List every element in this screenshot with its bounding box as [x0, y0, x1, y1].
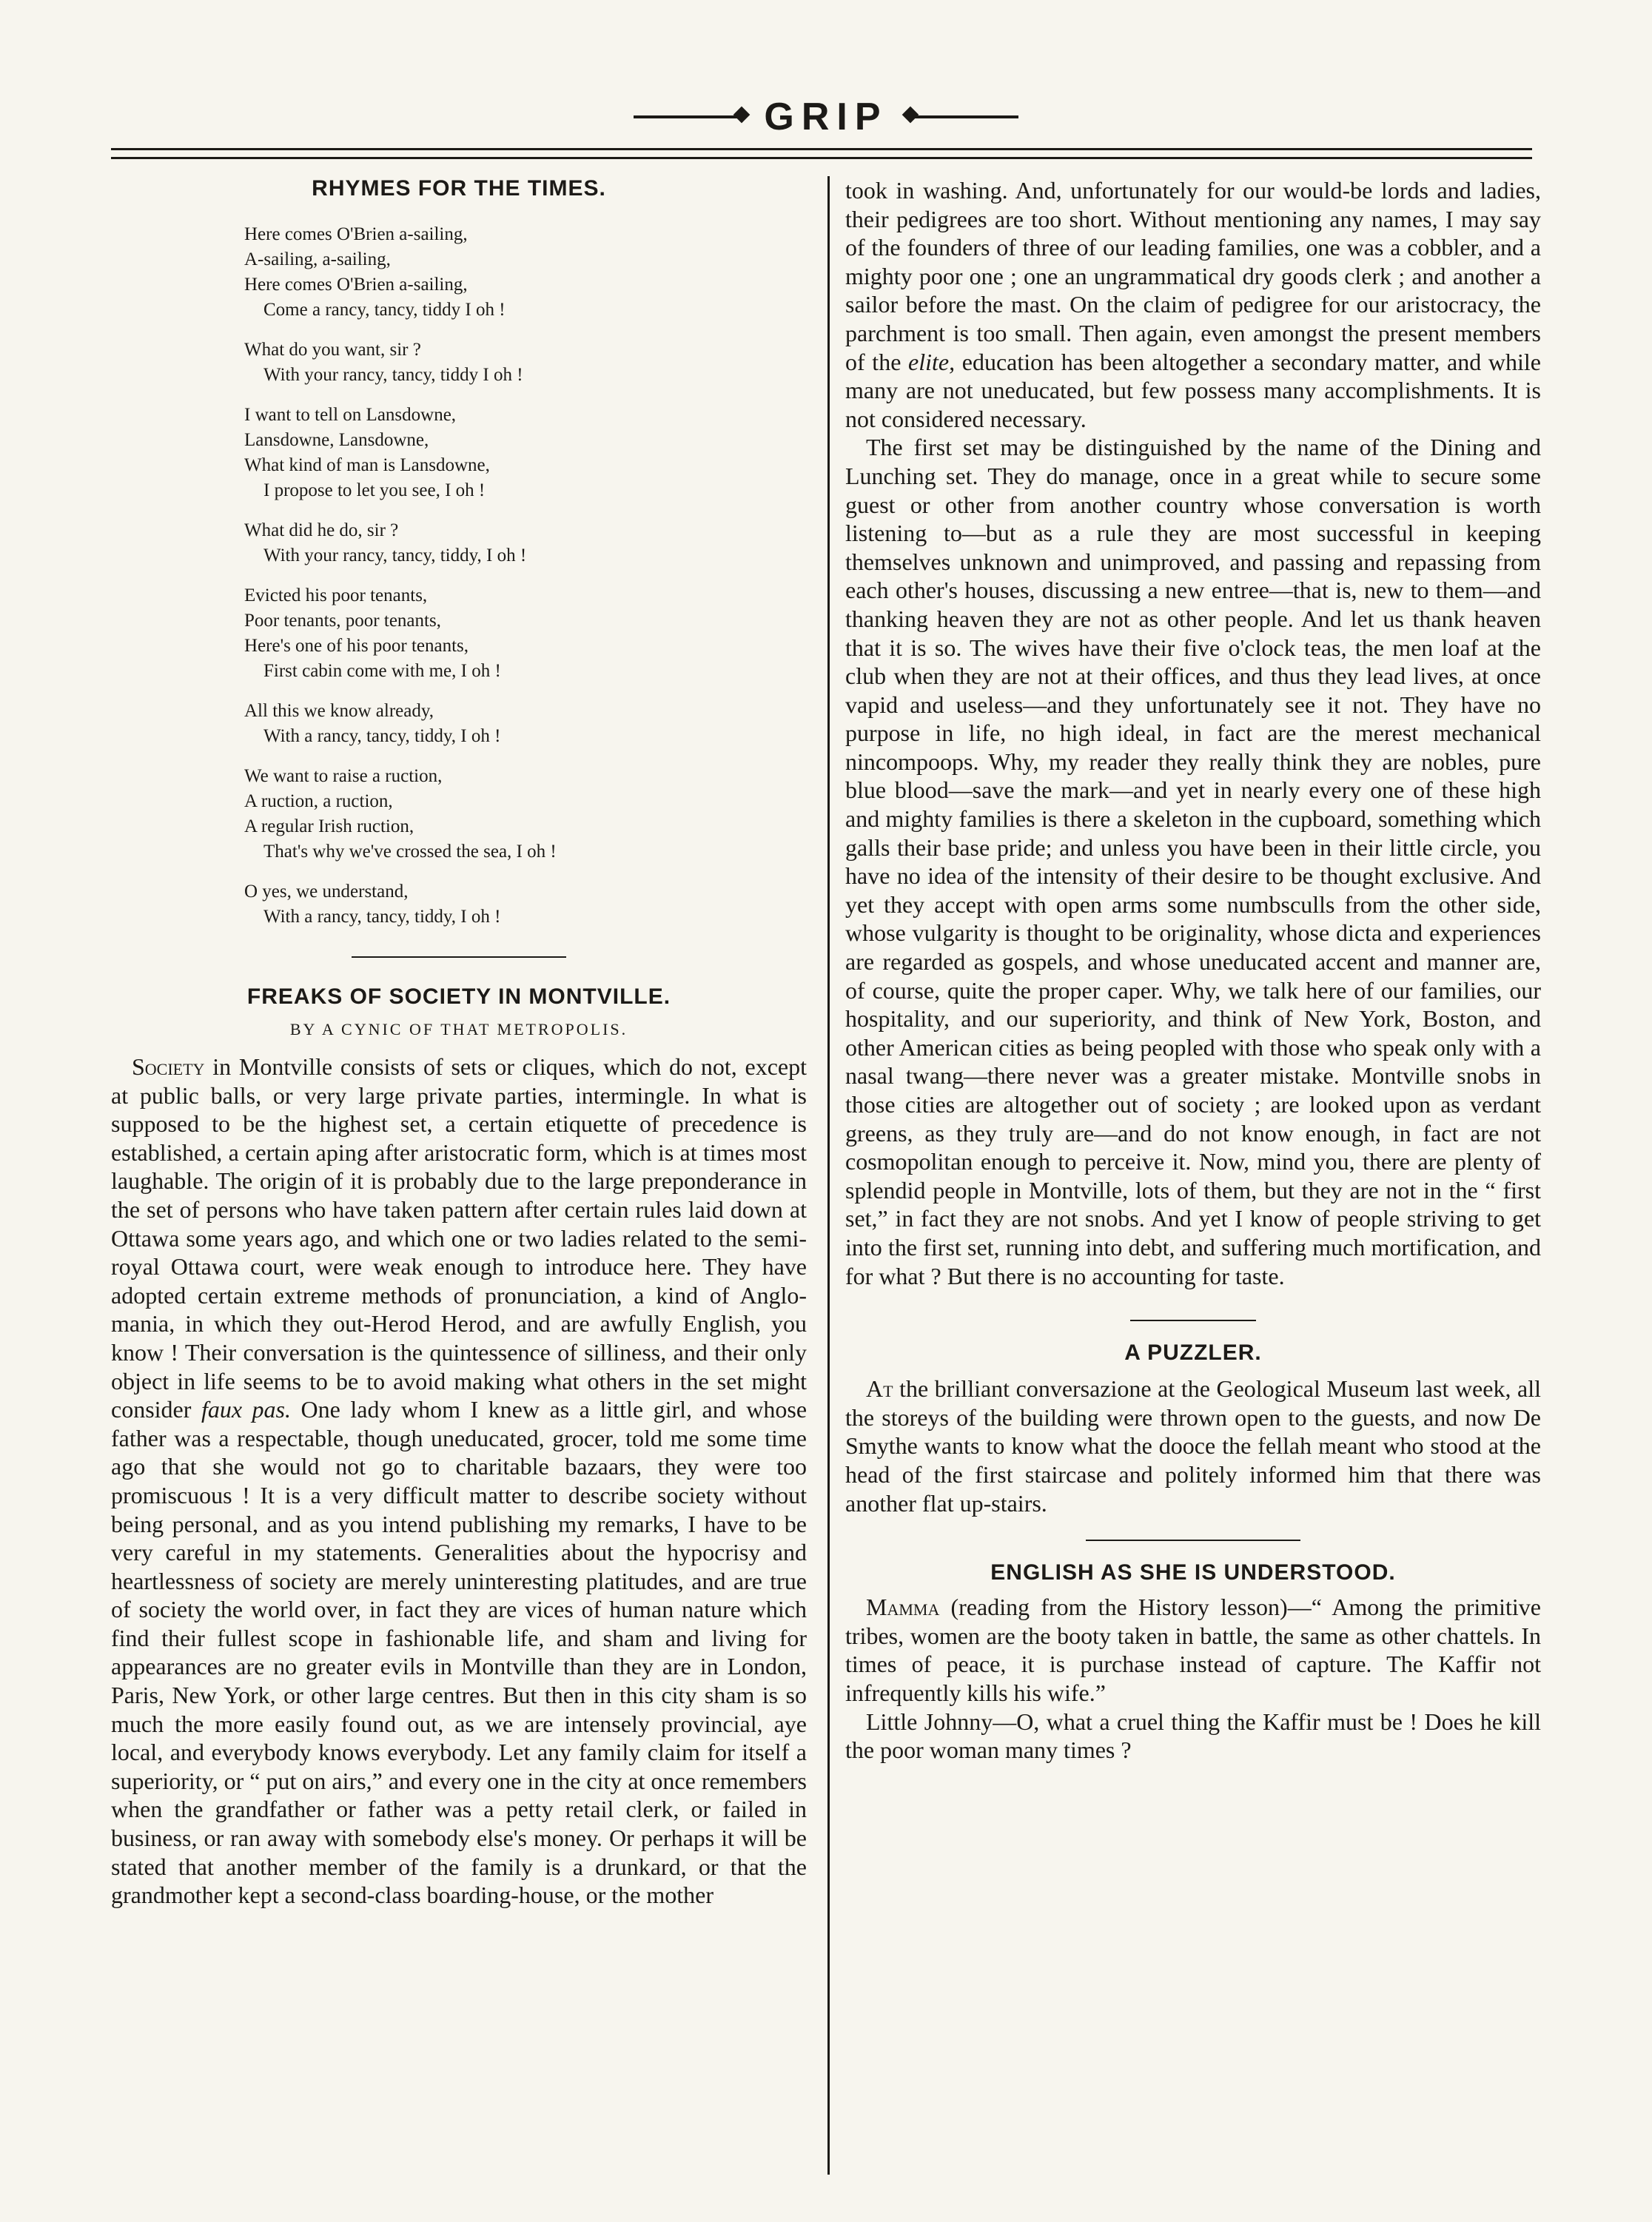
- rhymes-heading: RHYMES FOR THE TIMES.: [312, 176, 606, 201]
- poem-line: Evicted his poor tenants,: [244, 585, 428, 605]
- poem-line: A-sailing, a-sailing,: [244, 249, 391, 269]
- english-p1-text: (reading from the History lesson)—“ Among the primitive tribes, women are the booty taken in battle, the same as other chattels. In times of peace, it is purchase instead of capture. The Kaffir not infrequently kills his wife.”: [845, 1594, 1541, 1706]
- freaks-lead-word: Society: [132, 1053, 205, 1080]
- stanza: [244, 879, 807, 930]
- puzzler-text: the brilliant conversazione at the Geological Museum last week, all the storeys of the building were thrown open to the guests, and now De Smythe wants to know what the dooce the fellah meant who stood at the head of the first staircase and politely informed him that there was another flat up-stairs.: [845, 1375, 1541, 1517]
- poem-line: Here comes O'Brien a-sailing,: [244, 275, 468, 295]
- stanza: [244, 403, 807, 503]
- stanza: [244, 338, 807, 388]
- right-column: [845, 176, 1541, 1765]
- freaks-paragraph-2: [845, 176, 1541, 433]
- section-rule: [1130, 1320, 1256, 1321]
- stanza: [244, 699, 807, 749]
- poem-line: What kind of man is Lansdowne,: [244, 455, 490, 475]
- left-ornament: [634, 115, 745, 118]
- poem-line: O yes, we understand,: [244, 882, 409, 902]
- freaks-p2-text-b: education has been altogether a secondary matter, and while many are not uneducated, but few possess many accomplishments. It is not considered necessary.: [845, 348, 1542, 432]
- stanza: [244, 518, 807, 568]
- freaks-byline: BY A CYNIC OF THAT METROPOLIS.: [289, 1020, 628, 1038]
- english-paragraph-1: [845, 1593, 1541, 1707]
- stanza: [244, 222, 807, 323]
- puzzler-section: [845, 1340, 1541, 1517]
- poem-line: With your rancy, tancy, tiddy, I oh !: [263, 546, 527, 565]
- poem-line: A ruction, a ruction,: [244, 791, 393, 811]
- poem-line: What did he do, sir ?: [244, 520, 399, 540]
- freaks-section: [111, 984, 807, 1910]
- left-column: [111, 176, 807, 1910]
- poem-line: That's why we've crossed the sea, I oh !: [263, 842, 557, 862]
- poem-line: Come a rancy, tancy, tiddy I oh !: [263, 300, 506, 320]
- stanza: [244, 764, 807, 865]
- poem-line: Here comes O'Brien a-sailing,: [244, 224, 468, 244]
- poem-line: With a rancy, tancy, tiddy, I oh !: [263, 726, 501, 746]
- header-rule-top: [111, 148, 1532, 150]
- masthead-title: GRIP: [764, 95, 888, 138]
- freaks-p2-text-a: took in washing. And, unfortunately for our would-be lords and ladies, their pedigrees are too short. Without mentioning any names, I may say of the founders of three of our leading families, one was a cobbler, and a mighty poor one ; one an ungrammatical dry goods clerk ; and another a sailor before the mast. On the claim of pedigree for our aristocracy, the parchment is too small. Then again, even amongst the present members of the: [845, 177, 1541, 375]
- poem-line: With your rancy, tancy, tiddy I oh !: [263, 365, 523, 385]
- stanza: [244, 583, 807, 684]
- right-ornament: [907, 115, 1018, 118]
- english-heading: ENGLISH AS SHE IS UNDERSTOOD.: [990, 1560, 1396, 1585]
- puzzler-lead-word: At: [866, 1375, 893, 1403]
- poem-line: All this we know already,: [244, 701, 434, 721]
- poem-line: I propose to let you see, I oh !: [263, 480, 486, 500]
- poem-line: A regular Irish ruction,: [244, 816, 414, 836]
- section-rule: [1086, 1540, 1300, 1541]
- poem-line: Here's one of his poor tenants,: [244, 636, 469, 656]
- freaks-p2-italic: elite,: [908, 348, 956, 375]
- english-lead-word: Mamma: [866, 1594, 940, 1621]
- puzzler-heading: A PUZZLER.: [1124, 1340, 1262, 1366]
- freaks-p1-text-b: One lady whom I knew as a little girl, and whose father was a respectable, though uneducated, grocer, told me some time ago that she would not go to charitable bazaars, they were too promiscuous ! It is a very difficult matter to describe society without being personal, and as you intend publishing my remarks, I have to be very careful in my statements. Generalities about the hypocrisy and heartlessness of society are merely uninteresting platitudes, and are true of society the world over, in fact they are vices of human nature which find their fullest scope in fashionable life, and sham and living for appearances are no greater evils in Montville than they are in London, Paris, New York, or other large centres. But then in this city sham is so much the more easily found out, as we are intensely provincial, aye local, and everybody knows everybody. Let any family claim for itself a superiority, or “ put on airs,” and every one in the city at once remembers when the grandfather or father was a petty retail clerk, or failed in business, or ran away with somebody else's money. Or perhaps it will be stated that another member of the family is a drunkard, or that the grandmother kept a second-class boarding-house, or the mother: [111, 1396, 807, 1909]
- rhymes-poem: [244, 222, 807, 930]
- freaks-heading: FREAKS OF SOCIETY IN MONTVILLE.: [246, 984, 671, 1009]
- column-divider: [827, 176, 830, 2175]
- poem-line: Lansdowne, Lansdowne,: [244, 430, 429, 450]
- section-rule: [352, 956, 566, 958]
- poem-line: We want to raise a ruction,: [244, 766, 443, 786]
- masthead: [0, 95, 1652, 139]
- freaks-paragraph-3: The first set may be distinguished by the name of the Dining and Lunching set. They do manage, once in a great while to secure some guest or other from another country whose conversation is worth listening to—but as a rule they are most successful in keeping themselves unknown and unimproved, and passing and repassing from each other's houses, discussing a new entree—that is, new to them—and thanking heaven they are not as other people. And let us thank heaven that it is so. The wives have their five o'clock teas, the men loaf at the club when they are not at their offices, and thus they lead lives, at once vapid and useless—and they unfortunately see it not. They have no purpose in life, no high ideal, in fact are the merest mechanical nincompoops. Why, my reader they really think they are nobles, pure blue blood—save the mark—and yet in nearly every one of these high and mighty families is there a skeleton in the cupboard, something which galls their base pride; and unless you have been in their little circle, you have no idea of the intensity of their desire to be thought exclusive. And yet they accept with open arms some numbsculls from the other side, whose vulgarity is thought to be originality, whose dicta and experiences are regarded as gospels, and whose uneducated accent and manner are, of course, quite the proper caper. Why, we talk here of our families, our hospitality, and our superiority, and think of New York, Boston, and other American cities as being peopled with those who speak only with a nasal twang—there never was a greater mistake. Montville snobs in those cities are altogether out of society ; are looked upon as verdant greens, as they truly are—and do not know enough, in fact are not cosmopolitan enough to perceive it. Now, mind you, there are plenty of splendid people in Montville, lots of them, but they are not in the “ first set,” in fact they are not snobs. And yet I know of people striving to get into the first set, running into debt, and suffering much mortification, and for what ? But there is no accounting for taste.: [845, 434, 1541, 1289]
- freaks-paragraph-1: [111, 1053, 807, 1910]
- poem-line: With a rancy, tancy, tiddy, I oh !: [263, 907, 501, 927]
- rhymes-section: [111, 176, 807, 930]
- english-paragraph-2: Little Johnny—O, what a cruel thing the Kaffir must be ! Does he kill the poor woman many times ?: [845, 1708, 1541, 1764]
- english-section: [845, 1560, 1541, 1765]
- poem-line: I want to tell on Lansdowne,: [244, 405, 457, 425]
- freaks-p1-text-a: in Montville consists of sets or cliques, which do not, except at public balls, or very large private parties, intermingle. In what is supposed to be the highest set, a certain etiquette of precedence is established, a certain aping after aristocratic form, which is at times most laughable. The origin of it is probably due to the large preponderance in the set of persons who have taken pattern after certain rules laid down at Ottawa some years ago, and which one or two ladies related to the semi-royal Ottawa court, were weak enough to introduce here. They have adopted certain extreme methods of pronunciation, a kind of Anglo-mania, in which they out-Herod Herod, and are awfully English, you know ! Their conversation is the quintessence of silliness, and their only object in life seems to be to avoid making what others in the set might consider: [111, 1053, 807, 1423]
- header-rule-bottom: [111, 157, 1532, 159]
- freaks-p1-italic: faux pas.: [201, 1396, 292, 1423]
- poem-line: First cabin come with me, I oh !: [263, 661, 501, 681]
- puzzler-paragraph: [845, 1375, 1541, 1517]
- poem-line: Poor tenants, poor tenants,: [244, 611, 441, 631]
- poem-line: What do you want, sir ?: [244, 340, 421, 360]
